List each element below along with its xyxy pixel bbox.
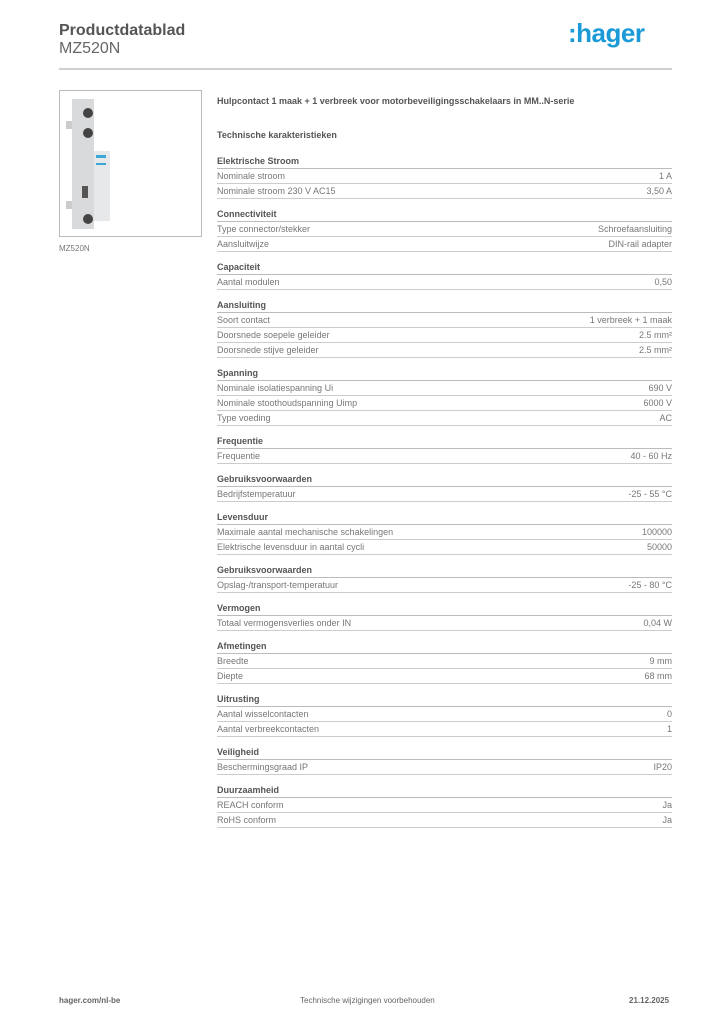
spec-label: REACH conform bbox=[217, 800, 284, 810]
spec-row bbox=[217, 328, 672, 343]
spec-label: Doorsnede stijve geleider bbox=[217, 345, 319, 355]
spec-label: Aantal wisselcontacten bbox=[217, 709, 309, 719]
spec-row bbox=[217, 760, 672, 775]
spec-value: 0 bbox=[666, 709, 672, 719]
spec-value: 3,50 A bbox=[646, 186, 672, 196]
spec-value: 2.5 mm² bbox=[638, 330, 672, 340]
spec-label: Doorsnede soepele geleider bbox=[217, 330, 330, 340]
spec-section-title: Connectiviteit bbox=[217, 207, 672, 222]
spec-value: 68 mm bbox=[644, 671, 672, 681]
spec-section-title: Capaciteit bbox=[217, 260, 672, 275]
spec-label: Frequentie bbox=[217, 451, 261, 461]
spec-section bbox=[217, 472, 672, 502]
spec-value: IP20 bbox=[653, 762, 672, 772]
spec-label: Aantal modulen bbox=[217, 277, 280, 287]
spec-value: 9 mm bbox=[649, 656, 672, 666]
spec-label: Type voeding bbox=[217, 413, 271, 423]
product-image bbox=[59, 90, 202, 237]
spec-row bbox=[217, 578, 672, 593]
footer-note: Technische wijzigingen voorbehouden bbox=[300, 996, 435, 1005]
spec-row bbox=[217, 722, 672, 737]
spec-label: Nominale stoothoudspanning Uimp bbox=[217, 398, 358, 408]
spec-section-title: Veiligheid bbox=[217, 745, 672, 760]
footer-url[interactable]: hager.com/nl-be bbox=[59, 996, 121, 1005]
spec-value: AC bbox=[659, 413, 672, 423]
spec-row bbox=[217, 313, 672, 328]
spec-value: 50000 bbox=[646, 542, 672, 552]
spec-value: Schroefaansluiting bbox=[597, 224, 672, 234]
spec-value: 6000 V bbox=[643, 398, 672, 408]
hager-logo: :hager bbox=[568, 18, 645, 48]
spec-section bbox=[217, 298, 672, 358]
spec-row bbox=[217, 525, 672, 540]
spec-section-title: Frequentie bbox=[217, 434, 672, 449]
spec-label: Type connector/stekker bbox=[217, 224, 311, 234]
spec-value: 0,50 bbox=[654, 277, 672, 287]
spec-value: 0,04 W bbox=[643, 618, 672, 628]
product-image-caption: MZ520N bbox=[59, 244, 90, 253]
spec-value: 690 V bbox=[648, 383, 672, 393]
spec-section bbox=[217, 601, 672, 631]
spec-row bbox=[217, 487, 672, 502]
footer-date: 21.12.2025 bbox=[629, 996, 670, 1005]
spec-section-title: Gebruiksvoorwaarden bbox=[217, 563, 672, 578]
spec-row bbox=[217, 396, 672, 411]
page-title: Productdatablad bbox=[59, 22, 186, 39]
spec-section bbox=[217, 510, 672, 555]
spec-section bbox=[217, 260, 672, 290]
spec-value: DIN-rail adapter bbox=[608, 239, 672, 249]
spec-label: Nominale isolatiespanning Ui bbox=[217, 383, 334, 393]
spec-label: Bedrijfstemperatuur bbox=[217, 489, 296, 499]
spec-row bbox=[217, 184, 672, 199]
spec-value: 40 - 60 Hz bbox=[630, 451, 672, 461]
spec-label: Elektrische levensduur in aantal cycli bbox=[217, 542, 365, 552]
spec-row bbox=[217, 813, 672, 828]
spec-value: Ja bbox=[662, 800, 672, 810]
spec-table bbox=[217, 154, 672, 836]
spec-section bbox=[217, 154, 672, 199]
header-divider bbox=[59, 68, 672, 70]
product-code: MZ520N bbox=[59, 40, 121, 57]
spec-label: Totaal vermogensverlies onder IN bbox=[217, 618, 352, 628]
spec-section-title: Afmetingen bbox=[217, 639, 672, 654]
spec-section-title: Uitrusting bbox=[217, 692, 672, 707]
spec-label: Beschermingsgraad IP bbox=[217, 762, 309, 772]
spec-section-title: Aansluiting bbox=[217, 298, 672, 313]
spec-section-title: Duurzaamheid bbox=[217, 783, 672, 798]
spec-row bbox=[217, 381, 672, 396]
spec-row bbox=[217, 222, 672, 237]
spec-section-title: Levensduur bbox=[217, 510, 672, 525]
spec-row bbox=[217, 654, 672, 669]
spec-value: 2.5 mm² bbox=[638, 345, 672, 355]
spec-row bbox=[217, 411, 672, 426]
spec-label: Opslag-/transport-temperatuur bbox=[217, 580, 339, 590]
spec-section-title: Elektrische Stroom bbox=[217, 154, 672, 169]
spec-label: Diepte bbox=[217, 671, 244, 681]
spec-value: 1 bbox=[666, 724, 672, 734]
spec-value: -25 - 80 °C bbox=[628, 580, 672, 590]
spec-label: Maximale aantal mechanische schakelingen bbox=[217, 527, 394, 537]
spec-section bbox=[217, 745, 672, 775]
spec-value: 100000 bbox=[641, 527, 672, 537]
spec-value: -25 - 55 °C bbox=[628, 489, 672, 499]
spec-section bbox=[217, 639, 672, 684]
spec-value: 1 A bbox=[658, 171, 672, 181]
spec-section bbox=[217, 207, 672, 252]
spec-label: Breedte bbox=[217, 656, 249, 666]
spec-row bbox=[217, 616, 672, 631]
spec-section-title: Gebruiksvoorwaarden bbox=[217, 472, 672, 487]
spec-section-title: Spanning bbox=[217, 366, 672, 381]
spec-row bbox=[217, 669, 672, 684]
spec-row bbox=[217, 237, 672, 252]
spec-section bbox=[217, 692, 672, 737]
spec-label: Aansluitwijze bbox=[217, 239, 270, 249]
spec-section-title: Vermogen bbox=[217, 601, 672, 616]
spec-label: Nominale stroom 230 V AC15 bbox=[217, 186, 336, 196]
section-heading: Technische karakteristieken bbox=[217, 130, 337, 140]
spec-section bbox=[217, 434, 672, 464]
spec-row bbox=[217, 540, 672, 555]
spec-section bbox=[217, 783, 672, 828]
product-description: Hulpcontact 1 maak + 1 verbreek voor motorbeveiligingsschakelaars in MM..N-serie bbox=[217, 96, 575, 106]
spec-label: Soort contact bbox=[217, 315, 271, 325]
spec-label: Aantal verbreekcontacten bbox=[217, 724, 320, 734]
spec-label: Nominale stroom bbox=[217, 171, 286, 181]
spec-row bbox=[217, 275, 672, 290]
spec-value: 1 verbreek + 1 maak bbox=[589, 315, 672, 325]
spec-row bbox=[217, 343, 672, 358]
spec-label: RoHS conform bbox=[217, 815, 277, 825]
spec-row bbox=[217, 707, 672, 722]
spec-section bbox=[217, 563, 672, 593]
spec-row bbox=[217, 449, 672, 464]
spec-row bbox=[217, 798, 672, 813]
spec-section bbox=[217, 366, 672, 426]
spec-value: Ja bbox=[662, 815, 672, 825]
spec-row bbox=[217, 169, 672, 184]
